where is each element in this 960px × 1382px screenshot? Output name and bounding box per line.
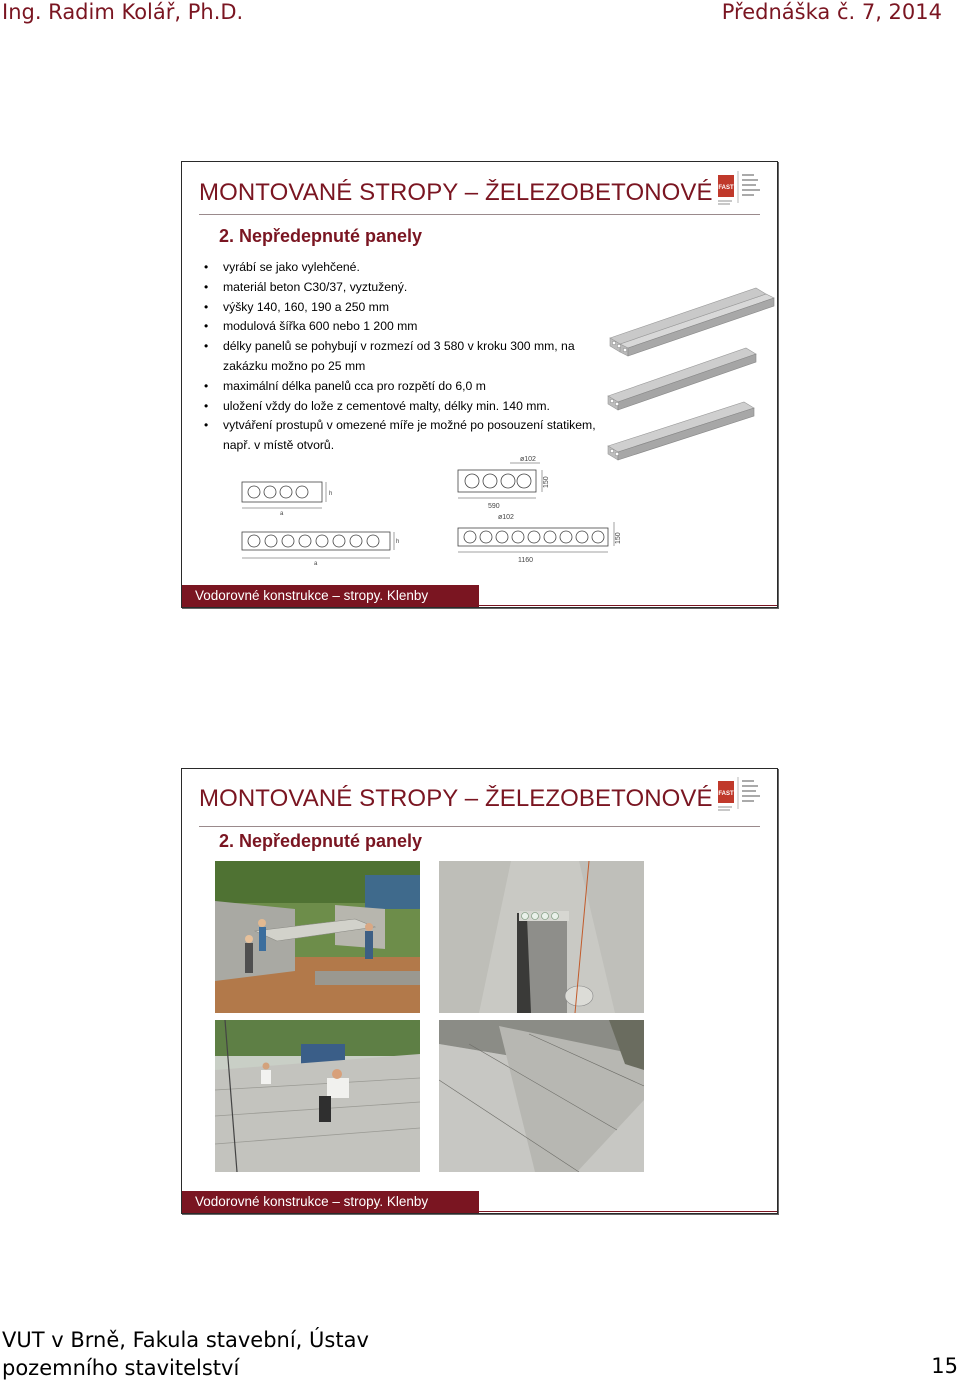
drawing-label-h: h <box>329 491 333 497</box>
panel-middle <box>608 348 756 410</box>
section-drawing-large <box>234 528 404 568</box>
fast-logo-icon <box>718 775 772 811</box>
fast-logo-icon <box>718 169 772 205</box>
section-drawing-1160 <box>452 510 632 566</box>
logo-mark: FAST <box>718 185 734 191</box>
bullet-item: • modulová šířka 600 nebo 1 200 mm <box>204 317 604 337</box>
drawing-label-d102: ø102 <box>498 514 514 521</box>
drawing-label-h: h <box>396 539 400 545</box>
section-drawing-590 <box>450 452 550 514</box>
slide-title: MONTOVANÉ STROPY – ŽELEZOBETONOVÉ <box>199 179 713 206</box>
drawing-label-d102: ø102 <box>520 456 536 463</box>
bullet-item: • maximální délka panelů cca pro rozpětí do 6,0 m <box>204 377 604 397</box>
drawing-label-150: 150 <box>615 532 622 544</box>
page-footer-institution <box>2 1326 369 1382</box>
slide-footer: Vodorovné konstrukce – stropy. Klenby <box>182 585 479 607</box>
panel-bottom <box>608 402 754 460</box>
drawing-label-a: a <box>280 511 284 517</box>
footer-rule <box>479 605 777 606</box>
slide-subtitle: 2. Nepředepnuté panely <box>219 226 423 246</box>
slide-footer: Vodorovné konstrukce – stropy. Klenby <box>182 1191 479 1213</box>
photo-workers-on-slab <box>215 1020 420 1172</box>
title-rule <box>199 214 760 215</box>
page-number: 15 <box>931 1354 958 1378</box>
page-header-author: Ing. Radim Kolář, Ph.D. <box>2 0 244 24</box>
photo-slab-opening <box>439 861 644 1013</box>
panel-top <box>610 288 774 356</box>
bullet-item: • vyrábí se jako vylehčené. <box>204 258 604 278</box>
slide-title: MONTOVANÉ STROPY – ŽELEZOBETONOVÉ <box>199 785 713 812</box>
bullet-item: • délky panelů se pohybují v rozmezí od 3 580 v kroku 300 mm, na zakázku možno po 25 mm <box>204 337 604 377</box>
bullet-item: • vytváření prostupů v omezené míře je možné po posouzení statikem, např. v místě otvorů. <box>204 416 604 456</box>
photo-slab-edge <box>439 1020 644 1172</box>
drawing-label-1160: 1160 <box>518 557 534 564</box>
slide-2 <box>181 768 778 1214</box>
institution-line-1: VUT v Brně, Fakula stavební, Ústav <box>2 1328 369 1352</box>
slide-1 <box>181 161 778 608</box>
bullet-item: • uložení vždy do lože z cementové malty, délky min. 140 mm. <box>204 397 604 417</box>
logo-mark: FAST <box>718 791 734 797</box>
photo-panel-installation <box>215 861 420 1013</box>
bullet-list <box>204 258 604 456</box>
title-rule <box>199 826 760 827</box>
drawing-label-590: 590 <box>488 503 500 510</box>
bullet-item: • výšky 140, 160, 190 a 250 mm <box>204 298 604 318</box>
institution-line-2: pozemního stavitelství <box>2 1356 240 1380</box>
drawing-label-150: 150 <box>543 476 550 488</box>
bullet-item: • materiál beton C30/37, vyztužený. <box>204 278 604 298</box>
slide-subtitle: 2. Nepředepnuté panely <box>219 831 423 851</box>
page-header-lecture: Přednáška č. 7, 2014 <box>721 0 942 24</box>
drawing-label-a: a <box>314 561 318 567</box>
hollow-core-panels-illustration <box>606 284 776 464</box>
section-drawing-small <box>234 478 334 518</box>
footer-rule <box>479 1211 777 1212</box>
